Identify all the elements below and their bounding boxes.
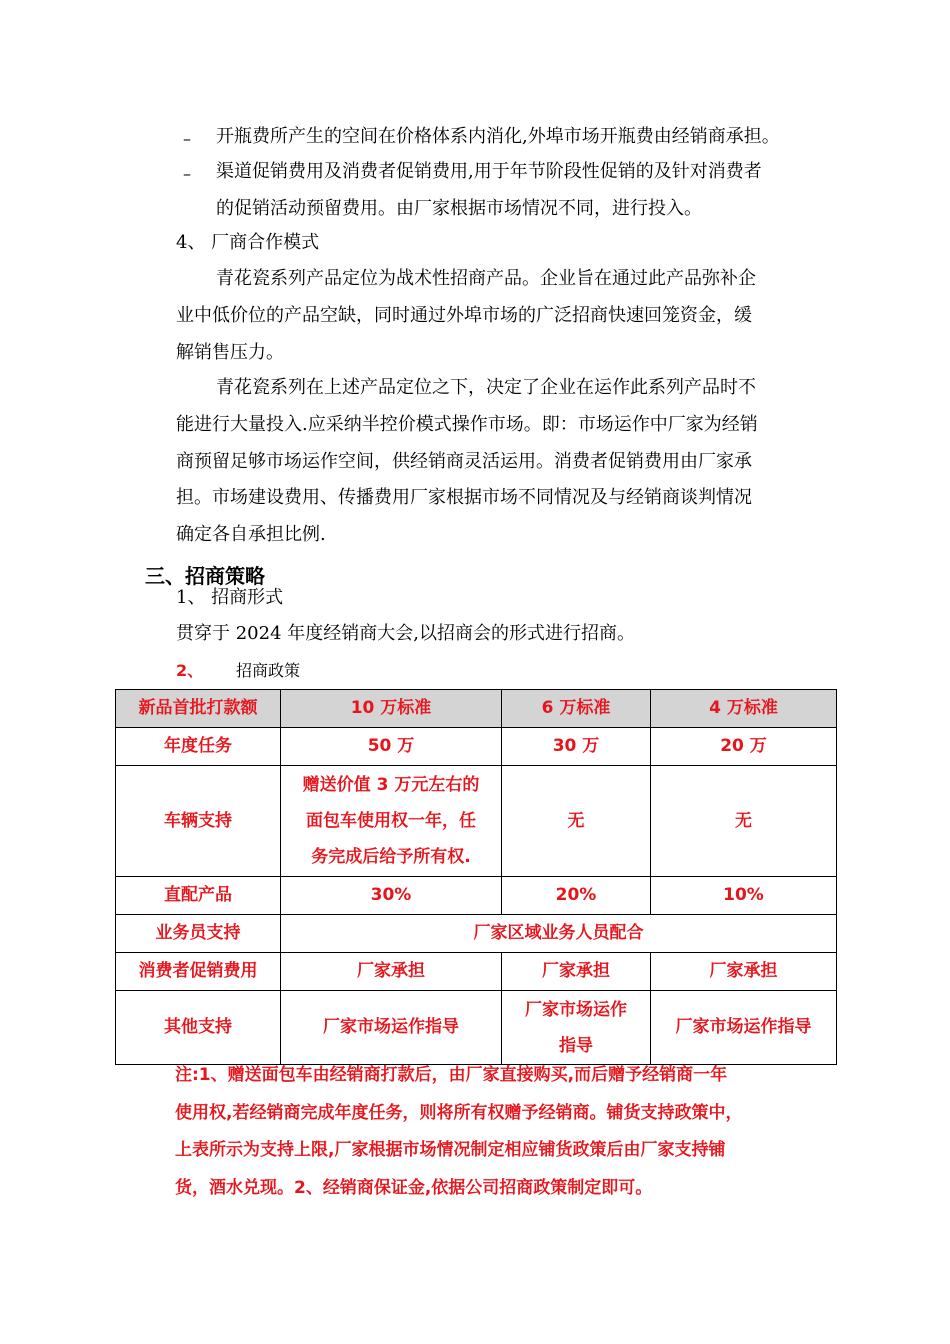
table-cell: 20% — [502, 877, 651, 915]
table-cell: 厂家承担 — [651, 953, 837, 991]
paragraph-line: 解销售压力。 — [176, 342, 284, 363]
table-cell: 消费者促销费用 — [116, 953, 281, 991]
table-header-cell: 新品首批打款额 — [116, 690, 281, 728]
paragraph-line: 确定各自承担比例. — [176, 524, 326, 545]
table-row — [116, 915, 837, 953]
paragraph-line: 业中低价位的产品空缺，同时通过外埠市场的广泛招商快速回笼资金，缓 — [176, 305, 752, 326]
table-row — [116, 991, 837, 1065]
table-cell: 无 — [502, 766, 651, 877]
table-cell: 30% — [281, 877, 502, 915]
table-cell — [281, 766, 502, 877]
paragraph-line: 担。市场建设费用、传播费用厂家根据市场不同情况及与经销商谈判情况 — [176, 487, 752, 508]
table-header-cell: 6 万标准 — [502, 690, 651, 728]
cell-line: 厂家市场运作 — [525, 999, 627, 1020]
table-row — [116, 877, 837, 915]
paragraph-line: 商预留足够市场运作空间，供经销商灵活运用。消费者促销费用由厂家承 — [176, 451, 752, 472]
note-line: 货，酒水兑现。2、经销商保证金,依据公司招商政策制定即可。 — [175, 1177, 653, 1198]
paragraph-line: 青花瓷系列产品定位为战术性招商产品。企业旨在通过此产品弥补企 — [216, 268, 756, 289]
policy-table — [115, 689, 837, 1065]
table-cell: 车辆支持 — [116, 766, 281, 877]
table-cell: 10% — [651, 877, 837, 915]
cell-line: 赠送价值 3 万元左右的 — [302, 775, 480, 795]
table-cell: 厂家区域业务人员配合 — [281, 915, 837, 953]
paragraph-line: 贯穿于 2024 年度经销商大会,以招商会的形式进行招商。 — [176, 623, 635, 644]
table-cell: 厂家承担 — [281, 953, 502, 991]
bullet-text: 的促销活动预留费用。由厂家根据市场情况不同，进行投入。 — [216, 198, 702, 219]
table-cell: 20 万 — [651, 728, 837, 766]
subsection-title: 1、 招商形式 — [176, 587, 284, 608]
paragraph-line: 青花瓷系列在上述产品定位之下，决定了企业在运作此系列产品时不 — [216, 377, 756, 398]
table-row — [116, 953, 837, 991]
table-header-cell: 4 万标准 — [651, 690, 837, 728]
paragraph-line: 能进行大量投入.应采纳半控价模式操作市场。即：市场运作中厂家为经销 — [176, 414, 758, 435]
note-line: 上表所示为支持上限,厂家根据市场情况制定相应铺货政策后由厂家支持铺 — [175, 1140, 726, 1160]
table-cell: 直配产品 — [116, 877, 281, 915]
table-cell: 业务员支持 — [116, 915, 281, 953]
note-line: 注:1、赠送面包车由经销商打款后，由厂家直接购买,而后赠予经销商一年 — [175, 1065, 728, 1085]
section-title: 4、 厂商合作模式 — [176, 232, 320, 253]
bullet-text: 开瓶费所产生的空间在价格体系内消化,外埠市场开瓶费由经销商承担。 — [216, 126, 780, 147]
table-cell: 30 万 — [502, 728, 651, 766]
table-header-cell: 10 万标准 — [281, 690, 502, 728]
table-header-row — [116, 690, 837, 728]
table-cell: 厂家市场运作指导 — [651, 991, 837, 1065]
table-row — [116, 766, 837, 877]
table-cell — [502, 991, 651, 1065]
table-cell: 其他支持 — [116, 991, 281, 1065]
table-cell: 无 — [651, 766, 837, 877]
policy-note — [175, 1057, 815, 1207]
subsection-title: 招商政策 — [236, 661, 301, 680]
bullet-marker: – — [183, 164, 191, 183]
cell-line: 指导 — [559, 1035, 593, 1056]
table-row — [116, 728, 837, 766]
cell-line: 面包车使用权一年，任 — [306, 811, 476, 831]
table-cell: 年度任务 — [116, 728, 281, 766]
section-heading: 三、招商策略 — [145, 564, 265, 588]
note-line: 使用权,若经销商完成年度任务，则将所有权赠予经销商。铺货支持政策中， — [175, 1102, 743, 1123]
table-cell: 50 万 — [281, 728, 502, 766]
cell-line: 务完成后给予所有权. — [311, 847, 471, 867]
bullet-marker: – — [183, 129, 191, 148]
subsection-number: 2、 — [176, 661, 204, 680]
table-cell: 厂家市场运作指导 — [281, 991, 502, 1065]
table-cell: 厂家承担 — [502, 953, 651, 991]
bullet-text: 渠道促销费用及消费者促销费用,用于年节阶段性促销的及针对消费者 — [216, 161, 762, 182]
